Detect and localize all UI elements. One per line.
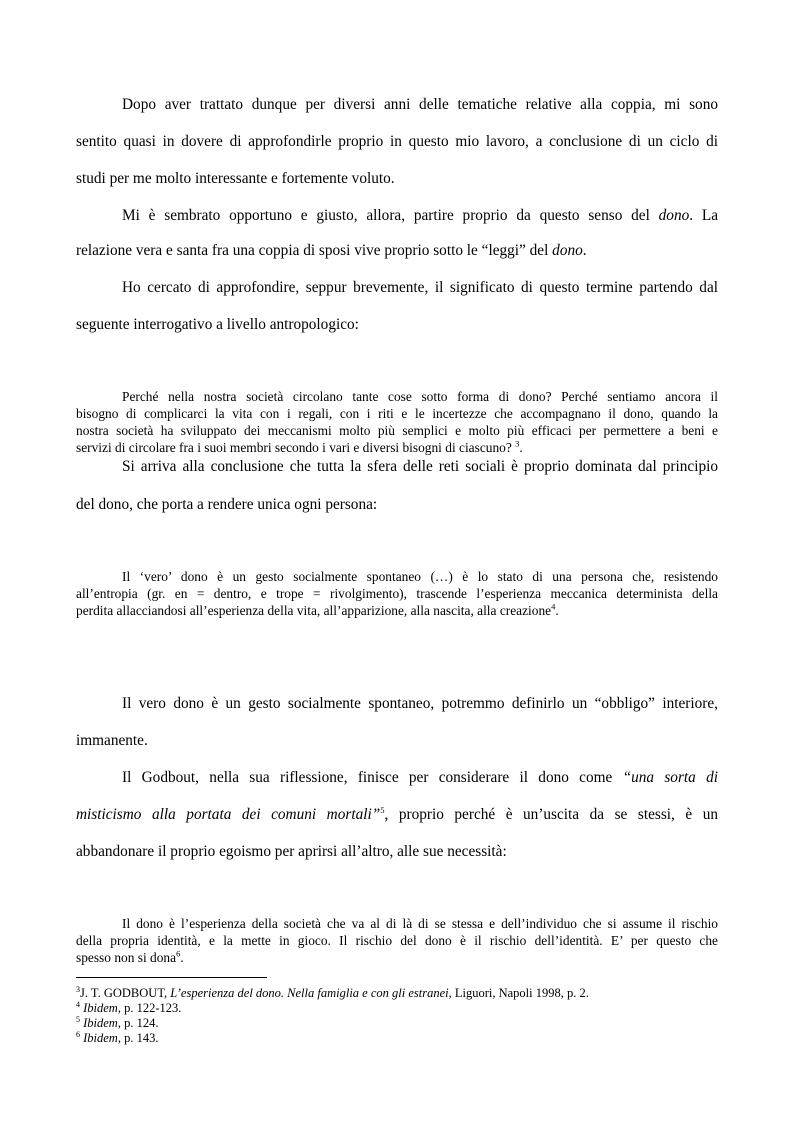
footnote-pages: p. 124. [120,1016,159,1030]
footnote-3 [76,986,718,1001]
para6-line2-emphasis: misticismo alla portata dei comuni mortali” [76,806,381,823]
para2-line1 [122,206,718,226]
quote2-line1: Il ‘vero’ dono è un gesto socialmente spontaneo (…) è lo stato di una persona che, resistendo [122,569,718,584]
quote1-end: . [519,440,523,455]
para2-line1-end: . La [689,207,718,224]
quote3-line2: della propria identità, e la mette in gioco. Il rischio del dono è il rischio dell’identità. E’ per questo che [76,933,718,948]
footnote-number: 5 [76,1014,80,1024]
para4-line1: Si arriva alla conclusione che tutta la sfera delle reti sociali è proprio dominata dal principio [122,458,718,475]
footnote-6 [76,1031,718,1046]
footnote-ref-4: 4 [551,601,556,612]
footnote-pages: p. 143. [120,1031,159,1045]
para5-line1: Il vero dono è un gesto socialmente spontaneo, potremmo definirlo un “obbligo” interiore, [122,695,718,712]
quote1-line2: bisogno di complicarci la vita con i regali, con i riti e le incertezze che accompagnano il dono, quando la [76,406,718,421]
para6-line3: abbandonare il proprio egoismo per aprirsi all’altro, alle sue necessità: [76,843,507,860]
footnote-number: 4 [76,999,80,1009]
quote2-line2: all’entropia (gr. en = dentro, e trope = rivolgimento), trascende l’esperienza meccanica determinista della [76,586,718,601]
quote1-line3: nostra società ha sviluppato dei meccanismi molto più semplici e molto più efficaci per permettere a beni e [76,423,718,438]
footnote-title: L’esperienza del dono. Nella famiglia e con gli estranei, [170,986,452,1000]
quote2-line3-text: perdita allacciandosi all’esperienza della vita, all’apparizione, alla nascita, alla creazione [76,603,552,618]
footnote-ref-5: 5 [380,804,385,815]
quote3-end: . [180,950,184,965]
para6-line2-text: , proprio perché è un’uscita da se stessi, è un [384,806,718,823]
footnote-author: J. T. GODBOUT, [80,986,171,1000]
quote3-line3-text: spesso non si dona [76,950,177,965]
para2-line1-text: Mi è sembrato opportuno e giusto, allora, partire proprio da questo senso del [122,207,650,224]
footnote-title: Ibidem, [83,1031,121,1045]
para3-line1: Ho cercato di approfondire, seppur brevemente, il significato di questo termine partendo dal [122,279,718,296]
para2-line2 [76,241,718,261]
quote1-line1: Perché nella nostra società circolano tante cose sotto forma di dono? Perché sentiamo ancora il [122,389,718,404]
footnote-4 [76,1001,718,1016]
footnote-pages: p. 122-123. [120,1001,182,1015]
para6-line2 [76,805,718,825]
quote3-line3 [76,949,718,966]
footnote-ref-6: 6 [176,948,181,959]
footnote-number: 6 [76,1029,80,1039]
para1-line3: studi per me molto interessante e fortemente voluto. [76,170,395,187]
quote2-end: . [555,603,559,618]
para1-line2: sentito quasi in dovere di approfondirle proprio in questo mio lavoro, a conclusione di un ciclo di [76,133,718,150]
footnote-title: Ibidem, [83,1001,121,1015]
quote1-line4-text: servizi di circolare fra i suoi membri secondo i vari e diversi bisogni di ciascuno? [76,440,512,455]
para2-line2-text: relazione vera e santa fra una coppia di sposi vive proprio sotto le “leggi” del [76,242,549,259]
para6-line1-emphasis: “una sorta di [622,769,718,786]
footnote-ref-3: 3 [515,438,520,449]
quote1-line4 [76,439,718,456]
para6-line1-text: Il Godbout, nella sua riflessione, finisce per considerare il dono come [122,769,613,786]
para3-line2: seguente interrogativo a livello antropologico: [76,316,359,333]
footnote-publisher: Liguori, Napoli 1998, p. 2. [451,986,589,1000]
footnote-number: 3 [76,984,80,994]
footnote-title: Ibidem, [83,1016,121,1030]
para2-line2-emphasis: dono [552,242,583,259]
para6-line1 [122,768,718,788]
footnote-separator [76,977,267,978]
para5-line2: immanente. [76,732,148,749]
para2-line2-end: . [582,242,587,259]
quote2-line3 [76,602,718,619]
para2-line1-emphasis: dono [658,207,690,224]
para4-line2: del dono, che porta a rendere unica ogni persona: [76,496,378,513]
para1-line1: Dopo aver trattato dunque per diversi anni delle tematiche relative alla coppia, mi sono [122,96,718,113]
footnote-5 [76,1016,718,1031]
quote3-line1: Il dono è l’esperienza della società che va al di là di se stessa e dell’individuo che si assume il rischio [122,916,718,931]
